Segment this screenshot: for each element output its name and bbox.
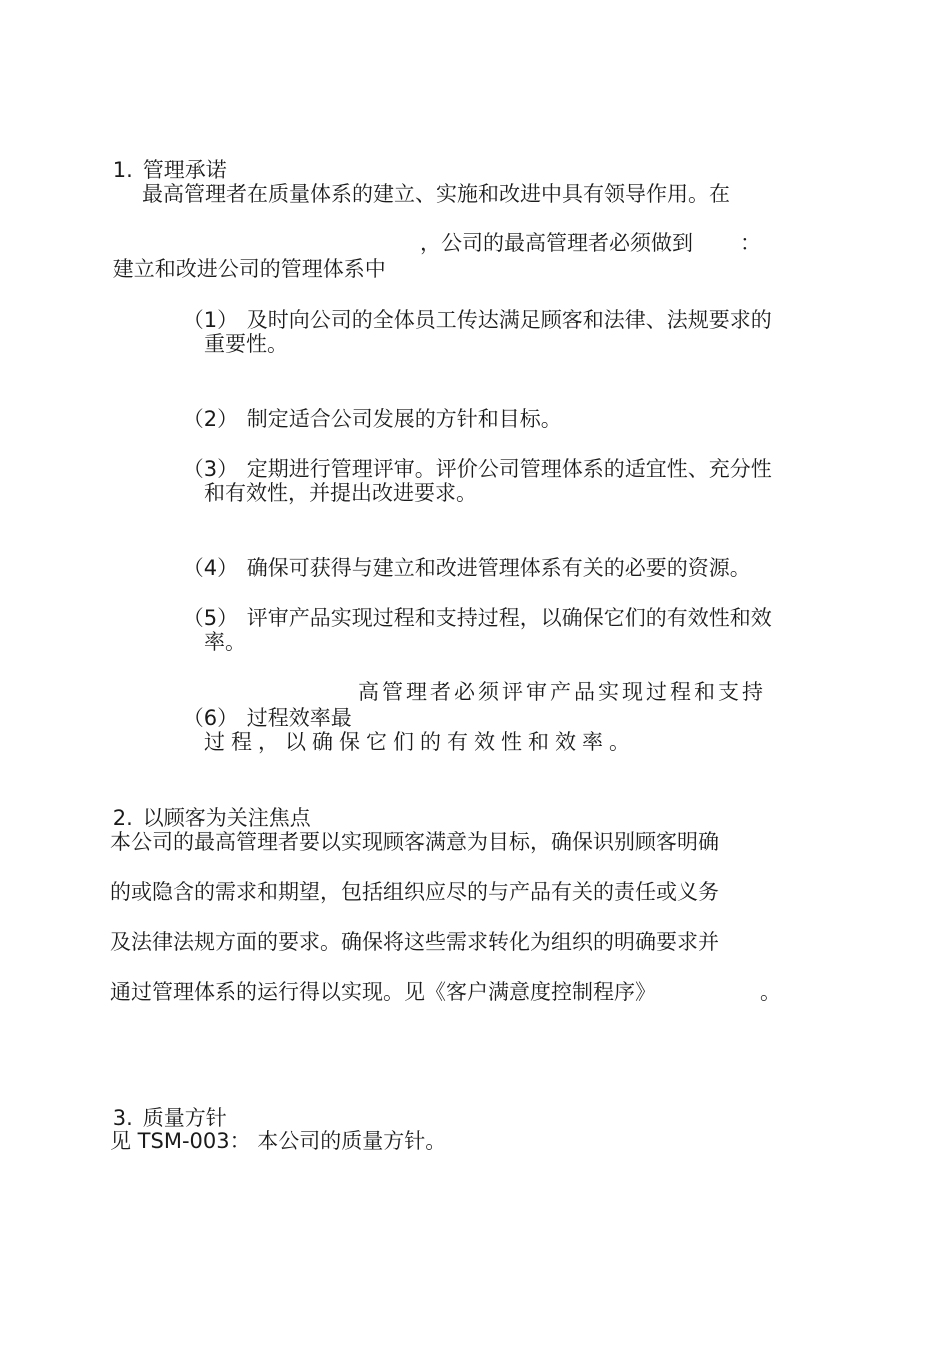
list-item-5 <box>156 579 772 630</box>
intro-line-2-part-b: ，公司的最高管理者必须做到 <box>420 231 693 255</box>
list-item-6-text-part-b: 高管理者必须评审产品实现过程和支持 <box>358 680 766 704</box>
section-3-heading <box>86 1079 227 1130</box>
list-item-text: 及时向公司的全体员工传达满足顾客和法律、法规要求的 <box>246 308 772 332</box>
section-2-trailing-period: 。 <box>760 980 781 1004</box>
list-item-index: （1） <box>182 308 239 332</box>
section-2-title: 以顾客为关注焦点 <box>142 806 311 830</box>
section-3-title: 质量方针 <box>142 1106 227 1130</box>
list-item-text: 确保可获得与建立和改进管理体系有关的必要的资源。 <box>246 556 751 580</box>
section-1-title: 管理承诺 <box>142 158 227 182</box>
list-item-1 <box>156 281 772 332</box>
section-2-heading <box>86 779 311 830</box>
list-item-2 <box>156 380 562 431</box>
section-2-paragraph-line-1: 本公司的最高管理者要以实现顾客满意为目标，确保识别顾客明确 <box>110 830 719 854</box>
list-item-index: （3） <box>182 457 239 481</box>
list-item-text-part-a: 过程效率最 <box>246 706 352 730</box>
list-item-index: （4） <box>182 556 239 580</box>
list-item-index: （5） <box>182 606 239 630</box>
list-item-3 <box>156 430 772 481</box>
section-1-intro-line-1: 最高管理者在质量体系的建立、实施和改进中具有领导作用。在 <box>142 182 730 206</box>
section-1-number: 1. <box>112 158 133 182</box>
list-item-text: 定期进行管理评审。评价公司管理体系的适宜性、充分性 <box>246 457 772 481</box>
list-item-text: 评审产品实现过程和支持过程，以确保它们的有效性和效 <box>246 606 772 630</box>
intro-line-2-part-a: 建立和改进公司的管理体系中 <box>112 257 386 281</box>
intro-line-2-part-c: ： <box>740 231 761 255</box>
list-item-6 <box>156 679 352 730</box>
section-2-number: 2. <box>112 806 133 830</box>
list-item-text: 制定适合公司发展的方针和目标。 <box>246 407 562 431</box>
list-item-index: （6） <box>182 706 239 730</box>
list-item-index: （2） <box>182 407 239 431</box>
section-2-paragraph-line-4: 通过管理体系的运行得以实现。见《客户满意度控制程序》 <box>110 980 656 1004</box>
section-3-paragraph-line: 见 TSM-003： 本公司的质量方针。 <box>110 1129 447 1153</box>
list-item-3-continuation: 和有效性，并提出改进要求。 <box>204 481 477 505</box>
list-item-1-continuation: 重要性。 <box>204 332 288 356</box>
section-1-heading <box>86 131 227 182</box>
list-item-6-continuation: 过程，以确保它们的有效性和效率。 <box>204 730 636 754</box>
section-2-paragraph-line-3: 及法律法规方面的要求。确保将这些需求转化为组织的明确要求并 <box>110 930 719 954</box>
list-item-4 <box>156 529 751 580</box>
section-2-paragraph-line-2: 的或隐含的需求和期望，包括组织应尽的与产品有关的责任或义务 <box>110 880 719 904</box>
section-3-number: 3. <box>112 1106 133 1130</box>
list-item-5-continuation: 率。 <box>204 630 246 654</box>
